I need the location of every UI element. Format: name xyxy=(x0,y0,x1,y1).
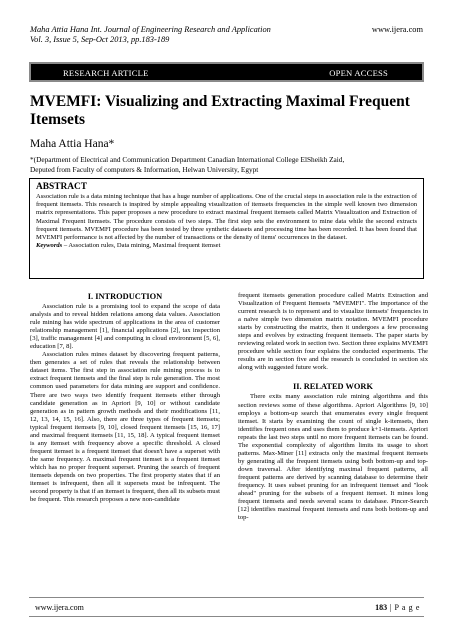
author-affiliation xyxy=(30,155,425,175)
keywords-label: Keywords xyxy=(36,242,63,250)
running-header-journal xyxy=(30,25,271,45)
introduction-heading: I. INTRODUCTION xyxy=(87,292,163,301)
running-header-site: www.ijera.com xyxy=(371,25,423,34)
right-column xyxy=(238,292,428,522)
related-work-heading: II. RELATED WORK xyxy=(293,382,373,392)
abstract-heading: ABSTRACT xyxy=(36,182,88,192)
footer-site-link[interactable]: www.ijera.com xyxy=(35,603,84,612)
abstract-body: Association rule is a data mining technique that has a huge number of applications. One of the crucial steps in association rule is the extraction of frequent itemsets. This research is inspired by simple appealing visualization of itemsets frequencies in the simple well known two dimension matrix representations. This paper proposes a new procedure to extract maximal frequent itemsets called Matrix Visualization and Extraction of Maximal Frequent Itemsets. The procedure consists of two steps. The first step sets the environment to mine data while the second extracts frequent itemsets. MVEMFI procedure has been tested by three synthetic datasets and processing time has been recorded. It has been found that MVEMFI performance is not affected by the number of transactions or the density of items' occurrences in the dataset. xyxy=(36,193,417,242)
keywords-line xyxy=(36,242,417,250)
page-footer xyxy=(29,598,424,617)
left-column xyxy=(30,292,220,504)
intro-paragraph-continued: frequent itemsets generation procedure called Matrix Extraction and Visualization of Frequent Itemsets "MVEMFI". The importance of the current research is to represent and to visualize itemsets' frequencies in a naïve simple two dimension matrix notation. MVEMFI procedure starts by constructing the matrix, then it undergoes a few processing steps and evolves by extracting frequent itemsets. The paper starts by reviewing related work in section two. Section three explains MVEMFI procedure while section four explains the conducted experiments. The results are in section five and the research is concluded in section six along with suggested future work. xyxy=(238,292,428,372)
affiliation-line2: Deputed from Faculty of computers & Information, Helwan University, Egypt xyxy=(30,164,259,174)
abstract-box xyxy=(29,178,424,279)
intro-paragraph-2: Association rules mines dataset by discovering frequent patterns, then generates a set of rules that reveals the relationship between dataset items. The first step in association rule mining process is to extract frequent itemsets and the final step is rule generation. The most common used parameters for data mining are support and confidence. There are two ways two identify frequent itemsets either through candidate generation as in Apriori [9, 10] or without candidate generation as in pattern growth methods and their modifications [11, 12, 13, 14, 15, 16]. Also, there are three types of frequent itemsets; typical frequent itemsets [9, 10], closed frequent itemsets [15, 16, 17] and maximal frequent itemsets [11, 15, 18]. A typical frequent itemset is any itemset with frequency above a specific threshold. A closed frequent itemset is a frequent itemset that doesn't have a superset with the same frequency. A maximal frequent itemset is a frequent itemset which has no proper frequent superset. Pruning the search of frequent itemsets depends on two properties. The first property states that if an itemset is infrequent, then all it supersets must be infrequent. The second property is that if an itemset is frequent, then all its subsets must be frequent. This research proposes a new non-candidate xyxy=(30,351,220,504)
article-type-label: RESEARCH ARTICLE xyxy=(63,68,149,78)
affiliation-line1: *(Department of Electrical and Communication Department Canadian International College ElSheikh Zaid, xyxy=(30,155,345,164)
journal-citation-line1: Maha Attia Hana Int. Journal of Engineering Research and Application xyxy=(30,25,271,34)
page-word: | P a g e xyxy=(387,603,420,612)
page-number-label xyxy=(375,603,420,612)
paper-title: MVEMFI: Visualizing and Extracting Maximal Frequent Itemsets xyxy=(30,93,410,128)
journal-citation-line2: Vol. 3, Issue 5, Sep-Oct 2013, pp.183-189 xyxy=(30,35,170,44)
open-access-label: OPEN ACCESS xyxy=(329,68,388,78)
article-type-banner xyxy=(29,62,424,82)
intro-paragraph-1: Association rule is a promising tool to expand the scope of data analysis and to reveal hidden relations among data values. Association rule mining has wide spectrum of applications in the area of customer relationship management [1], financial applications [2], tax inspection [3], traffic management [4] and computing in cloud environment [5, 6], education [7, 8]. xyxy=(30,303,220,351)
keywords-text: – Association rules, Data mining, Maximal frequent itemset xyxy=(62,242,221,250)
author-name: Maha Attia Hana* xyxy=(30,138,115,150)
page-number: 183 xyxy=(375,603,388,612)
related-work-paragraph: There exits many association rule mining algorithms and this section reviews some of these algorithms. Apriori Algorithms [9, 10] employs a bottom-up search that enumerates every single frequent itemset. It starts by examining the count of single k-itemsets, then identifies frequent ones and uses them to produce k+1-itemsets. Apriori repeats the last two steps until no more frequent itemsets can be found. The exponential complexity of algorithm limits its usage to short patterns. Max-Miner [11] extracts only the maximal frequent itemsets by generating all the frequent itemsets using both bottom-up and top-down traversal. After identifying maximal frequent patterns, all frequent patterns are derived by scanning database to determine their frequency. It uses subset pruning for an infrequent itemset and "look ahead" pruning for the subsets of a frequent itemset. It mines long frequent itemsets and needs several scans to database. Pincer-Search [12] identifies maximal frequent itemsets and runs both bottom-up and top- xyxy=(238,393,428,522)
